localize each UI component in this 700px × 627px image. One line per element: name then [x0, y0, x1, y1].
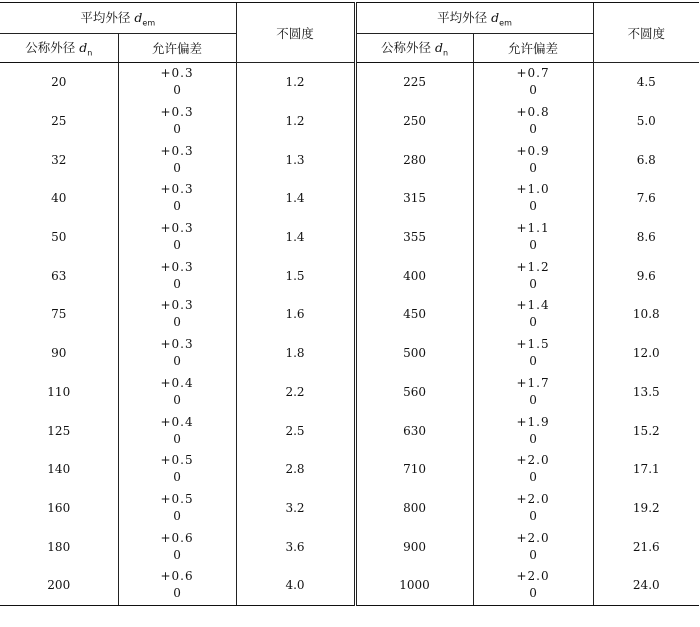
tolerance-lower: 0	[529, 470, 537, 485]
tolerance-lower: 0	[529, 508, 537, 523]
table-row	[0, 450, 699, 489]
tolerance-lower: 0	[173, 238, 181, 253]
tolerance-upper: +2.0	[516, 453, 550, 468]
ovality-right: 24.0	[593, 566, 699, 605]
ovality-right: 5.0	[593, 102, 699, 141]
tolerance-lower: 0	[529, 122, 537, 137]
ovality-left: 1.8	[236, 334, 355, 373]
tolerance-upper: +0.5	[160, 453, 194, 468]
ovality-left: 1.2	[236, 63, 355, 102]
header-ovality-left: 不圆度	[236, 3, 355, 63]
tolerance-lower: 0	[173, 508, 181, 523]
table-row	[0, 140, 699, 179]
tolerance-cell-left	[118, 411, 236, 450]
ovality-right: 12.0	[593, 334, 699, 373]
table-row	[0, 256, 699, 295]
nominal-diameter-left: 20	[51, 75, 67, 90]
nominal-diameter-right: 315	[355, 179, 473, 218]
table-row	[0, 334, 699, 373]
header-nominal-sub: n	[442, 48, 449, 58]
ovality-left: 1.2	[236, 102, 355, 141]
tolerance-upper: +0.3	[160, 259, 194, 274]
ovality-left: 3.2	[236, 489, 355, 528]
ovality-right: 8.6	[593, 218, 699, 257]
nominal-diameter-left: 200	[0, 566, 118, 605]
tolerance-cell-right	[473, 140, 593, 179]
tolerance-cell-right	[473, 566, 593, 605]
tolerance-lower: 0	[529, 238, 537, 253]
tolerance-lower: 0	[173, 354, 181, 369]
nominal-diameter-right: 450	[355, 295, 473, 334]
nominal-diameter-left: 160	[47, 500, 71, 515]
nominal-diameter-right: 355	[355, 218, 473, 257]
tolerance-upper: +1.4	[516, 298, 550, 313]
ovality-right: 15.2	[593, 411, 699, 450]
ovality-left: 2.2	[236, 373, 355, 412]
tolerance-lower: 0	[529, 431, 537, 446]
tolerance-lower: 0	[529, 160, 537, 175]
tolerance-cell-right	[473, 179, 593, 218]
tolerance-cell-right	[473, 411, 593, 450]
tolerance-lower: 0	[173, 315, 181, 330]
header-group-prefix: 平均外径	[80, 10, 131, 26]
nominal-diameter-right: 710	[355, 450, 473, 489]
tolerance-upper: +1.0	[516, 182, 550, 197]
header-ovality-right: 不圆度	[593, 3, 699, 63]
header-nominal-symbol: d	[434, 40, 443, 56]
header-nominal-diameter-left	[0, 34, 118, 63]
tolerance-cell-left	[118, 527, 236, 566]
header-nominal-symbol: d	[79, 40, 88, 56]
tolerance-cell-right	[473, 373, 593, 412]
tolerance-upper: +1.5	[516, 337, 550, 352]
tolerance-upper: +0.7	[516, 66, 550, 81]
nominal-diameter-left: 63	[51, 268, 67, 283]
tolerance-lower: 0	[529, 354, 537, 369]
nominal-diameter-right: 800	[355, 489, 473, 528]
nominal-diameter-left: 75	[51, 307, 67, 322]
tolerance-upper: +0.3	[160, 337, 194, 352]
nominal-diameter-left: 180	[47, 539, 71, 554]
tolerance-lower: 0	[529, 547, 537, 562]
header-group-symbol: d	[134, 10, 143, 26]
nominal-diameter-right: 500	[355, 334, 473, 373]
nominal-diameter-left: 40	[51, 191, 67, 206]
tolerance-upper: +0.3	[160, 143, 194, 158]
nominal-diameter-right: 250	[355, 102, 473, 141]
table-row	[0, 373, 699, 412]
header-tolerance-left: 允许偏差	[118, 34, 236, 63]
nominal-diameter-left: 110	[47, 384, 71, 399]
tolerance-lower: 0	[173, 199, 181, 214]
tolerance-lower: 0	[173, 431, 181, 446]
nominal-diameter-right: 400	[355, 256, 473, 295]
header-group-symbol: d	[491, 10, 500, 26]
tolerance-upper: +0.3	[160, 66, 194, 81]
tolerance-upper: +0.6	[160, 569, 194, 584]
tolerance-cell-left	[118, 102, 236, 141]
tolerance-cell-left	[118, 373, 236, 412]
tolerance-lower: 0	[529, 392, 537, 407]
ovality-left: 1.5	[236, 256, 355, 295]
nominal-diameter-left: 125	[47, 423, 71, 438]
tolerance-lower: 0	[173, 470, 181, 485]
tolerance-upper: +0.4	[160, 414, 194, 429]
tolerance-cell-left	[118, 295, 236, 334]
nominal-diameter-left: 90	[51, 346, 67, 361]
nominal-diameter-right: 900	[355, 527, 473, 566]
table-row	[0, 63, 699, 102]
tolerance-cell-left	[118, 218, 236, 257]
tolerance-lower: 0	[173, 160, 181, 175]
tolerance-upper: +0.3	[160, 182, 194, 197]
ovality-left: 3.6	[236, 527, 355, 566]
tolerance-lower: 0	[529, 315, 537, 330]
tolerance-upper: +0.9	[516, 143, 550, 158]
header-nominal-prefix: 公称外径	[380, 40, 431, 56]
ovality-right: 6.8	[593, 140, 699, 179]
ovality-left: 1.4	[236, 179, 355, 218]
table-row	[0, 527, 699, 566]
ovality-right: 21.6	[593, 527, 699, 566]
tolerance-lower: 0	[529, 199, 537, 214]
ovality-right: 17.1	[593, 450, 699, 489]
nominal-diameter-left: 32	[51, 152, 67, 167]
header-tolerance-right: 允许偏差	[473, 34, 593, 63]
header-nominal-sub: n	[87, 48, 93, 58]
tolerance-cell-right	[473, 218, 593, 257]
tolerance-cell-left	[118, 140, 236, 179]
tolerance-cell-right	[473, 295, 593, 334]
ovality-right: 9.6	[593, 256, 699, 295]
tolerance-cell-left	[118, 450, 236, 489]
tolerance-upper: +0.3	[160, 221, 194, 236]
table-body	[0, 63, 699, 606]
tolerance-upper: +2.0	[516, 569, 550, 584]
nominal-diameter-right: 225	[355, 63, 473, 102]
table-row	[0, 295, 699, 334]
tolerance-upper: +1.2	[516, 259, 550, 274]
tolerance-cell-left	[118, 566, 236, 605]
tolerance-lower: 0	[529, 586, 537, 601]
header-group-sub: em	[142, 18, 156, 28]
ovality-left: 1.6	[236, 295, 355, 334]
tolerance-upper: +0.4	[160, 375, 194, 390]
tolerance-cell-left	[118, 489, 236, 528]
header-mean-outer-diameter-left	[0, 3, 236, 34]
tolerance-cell-right	[473, 63, 593, 102]
table-row	[0, 566, 699, 605]
tolerance-cell-right	[473, 256, 593, 295]
ovality-right: 10.8	[593, 295, 699, 334]
tolerance-cell-right	[473, 334, 593, 373]
nominal-diameter-left: 25	[51, 114, 67, 129]
header-nominal-diameter-right	[355, 34, 473, 63]
tolerance-cell-right	[473, 102, 593, 141]
ovality-left: 2.5	[236, 411, 355, 450]
table-row	[0, 489, 699, 528]
tolerance-cell-left	[118, 179, 236, 218]
nominal-diameter-right: 560	[355, 373, 473, 412]
ovality-left: 1.3	[236, 140, 355, 179]
nominal-diameter-right: 630	[355, 411, 473, 450]
nominal-diameter-right: 280	[355, 140, 473, 179]
tolerance-upper: +1.1	[516, 221, 550, 236]
header-nominal-prefix: 公称外径	[25, 40, 76, 56]
ovality-right: 7.6	[593, 179, 699, 218]
tolerance-upper: +1.9	[516, 414, 550, 429]
ovality-right: 13.5	[593, 373, 699, 412]
table-row	[0, 179, 699, 218]
table-row	[0, 218, 699, 257]
tolerance-lower: 0	[529, 276, 537, 291]
nominal-diameter-left: 50	[51, 230, 67, 245]
diameter-tolerance-table	[0, 2, 699, 606]
tolerance-upper: +2.0	[516, 530, 550, 545]
table-row	[0, 411, 699, 450]
tolerance-lower: 0	[529, 83, 537, 98]
tolerance-cell-right	[473, 527, 593, 566]
tolerance-upper: +0.3	[160, 105, 194, 120]
tolerance-lower: 0	[173, 122, 181, 137]
tolerance-lower: 0	[173, 276, 181, 291]
tolerance-cell-right	[473, 450, 593, 489]
nominal-diameter-left: 140	[47, 462, 71, 477]
ovality-right: 4.5	[593, 63, 699, 102]
ovality-right: 19.2	[593, 489, 699, 528]
header-group-sub: em	[499, 18, 512, 28]
tolerance-upper: +2.0	[516, 491, 550, 506]
table-row	[0, 102, 699, 141]
tolerance-cell-left	[118, 63, 236, 102]
tolerance-lower: 0	[173, 547, 181, 562]
tolerance-cell-right	[473, 489, 593, 528]
ovality-left: 4.0	[236, 566, 355, 605]
ovality-left: 2.8	[236, 450, 355, 489]
tolerance-upper: +0.5	[160, 491, 194, 506]
tolerance-cell-left	[118, 334, 236, 373]
header-group-prefix: 平均外径	[437, 10, 488, 26]
tolerance-upper: +1.7	[516, 375, 550, 390]
ovality-left: 1.4	[236, 218, 355, 257]
tolerance-lower: 0	[173, 392, 181, 407]
tolerance-upper: +0.8	[516, 105, 550, 120]
tolerance-upper: +0.6	[160, 530, 194, 545]
tolerance-lower: 0	[173, 83, 181, 98]
tolerance-cell-left	[118, 256, 236, 295]
nominal-diameter-right: 1000	[355, 566, 473, 605]
tolerance-upper: +0.3	[160, 298, 194, 313]
header-mean-outer-diameter-right	[355, 3, 593, 34]
tolerance-lower: 0	[173, 586, 181, 601]
